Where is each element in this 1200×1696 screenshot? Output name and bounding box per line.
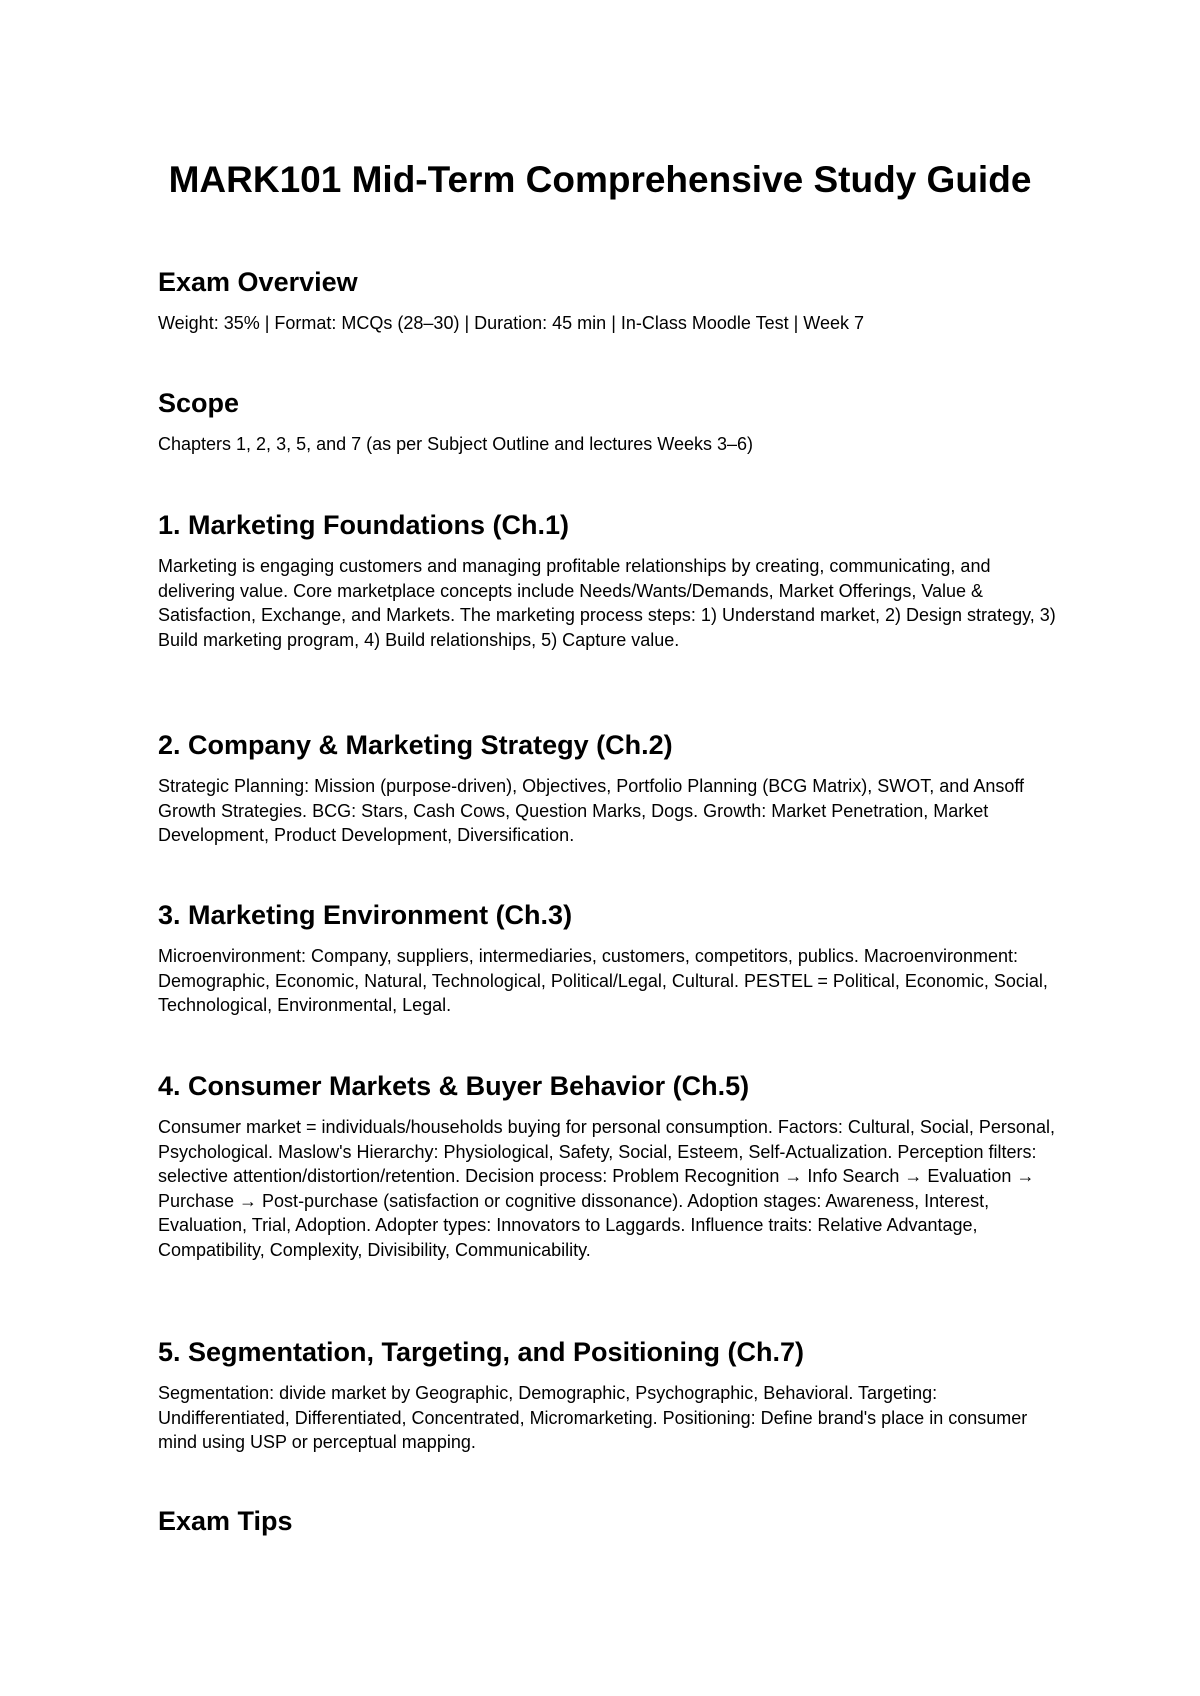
section-heading: Exam Tips [158,1506,293,1536]
section-heading: Exam Overview [158,267,358,297]
section-exam-overview [158,265,1058,336]
section-heading: 2. Company & Marketing Strategy (Ch.2) [158,730,673,760]
section-body: Microenvironment: Company, suppliers, intermediaries, customers, competitors, publics. Macroenvironment: Demographic, Economic, Natural, Technological, Political/Legal, Cultural. PESTEL = Political, Economic, Social, Technological, Environmental, Legal. [158,946,1048,1015]
section-heading: Scope [158,388,240,418]
section-heading: 5. Segmentation, Targeting, and Positioning (Ch.7) [158,1337,805,1367]
section-marketing-foundations [158,508,1058,652]
section-heading: 4. Consumer Markets & Buyer Behavior (Ch.5) [158,1071,750,1101]
section-company-marketing-strategy [158,728,1058,848]
section-heading: 3. Marketing Environment (Ch.3) [158,900,573,930]
section-heading: 1. Marketing Foundations (Ch.1) [158,510,570,540]
document-title: MARK101 Mid-Term Comprehensive Study Guide [168,159,1032,200]
section-segmentation-targeting-positioning [158,1335,1058,1455]
section-consumer-markets [158,1069,1058,1262]
section-marketing-environment [158,898,1058,1018]
section-exam-tips [158,1504,1058,1538]
section-scope [158,386,1058,457]
section-body: Weight: 35% | Format: MCQs (28–30) | Duration: 45 min | In-Class Moodle Test | Week 7 [158,313,864,333]
section-body: Chapters 1, 2, 3, 5, and 7 (as per Subject Outline and lectures Weeks 3–6) [158,434,754,454]
section-body: Consumer market = individuals/households buying for personal consumption. Factors: Cultural, Social, Personal, Psychological. Maslow's Hierarchy: Physiological, Safety, Social, Esteem, Self-Actualization. Perception filters: selective attention/distortion/retention. Decision process: Problem Recognition → Info Search → Evaluation → Purchase → Post-purchase (satisfaction or cognitive dissonance). Adoption stages: Awareness, Interest, Evaluation, Trial, Adoption. Adopter types: Innovators to Laggards. Influence traits: Relative Advantage, Compatibility, Complexity, Divisibility, Communicability. [158,1117,1055,1260]
section-body: Segmentation: divide market by Geographic, Demographic, Psychographic, Behavioral. Targeting: Undifferentiated, Differentiated, Concentrated, Micromarketing. Positioning: Define brand's place in consumer mind using USP or perceptual mapping. [158,1383,1028,1452]
section-body: Marketing is engaging customers and managing profitable relationships by creating, communicating, and delivering value. Core marketplace concepts include Needs/Wants/Demands, Market Offerings, Value & Satisfaction, Exchange, and Markets. The marketing process steps: 1) Understand market, 2) Design strategy, 3) Build marketing program, 4) Build relationships, 5) Capture value. [158,556,1056,650]
section-body: Strategic Planning: Mission (purpose-driven), Objectives, Portfolio Planning (BCG Matrix), SWOT, and Ansoff Growth Strategies. BCG: Stars, Cash Cows, Question Marks, Dogs. Growth: Market Penetration, Market Development, Product Development, Diversification. [158,776,1025,845]
